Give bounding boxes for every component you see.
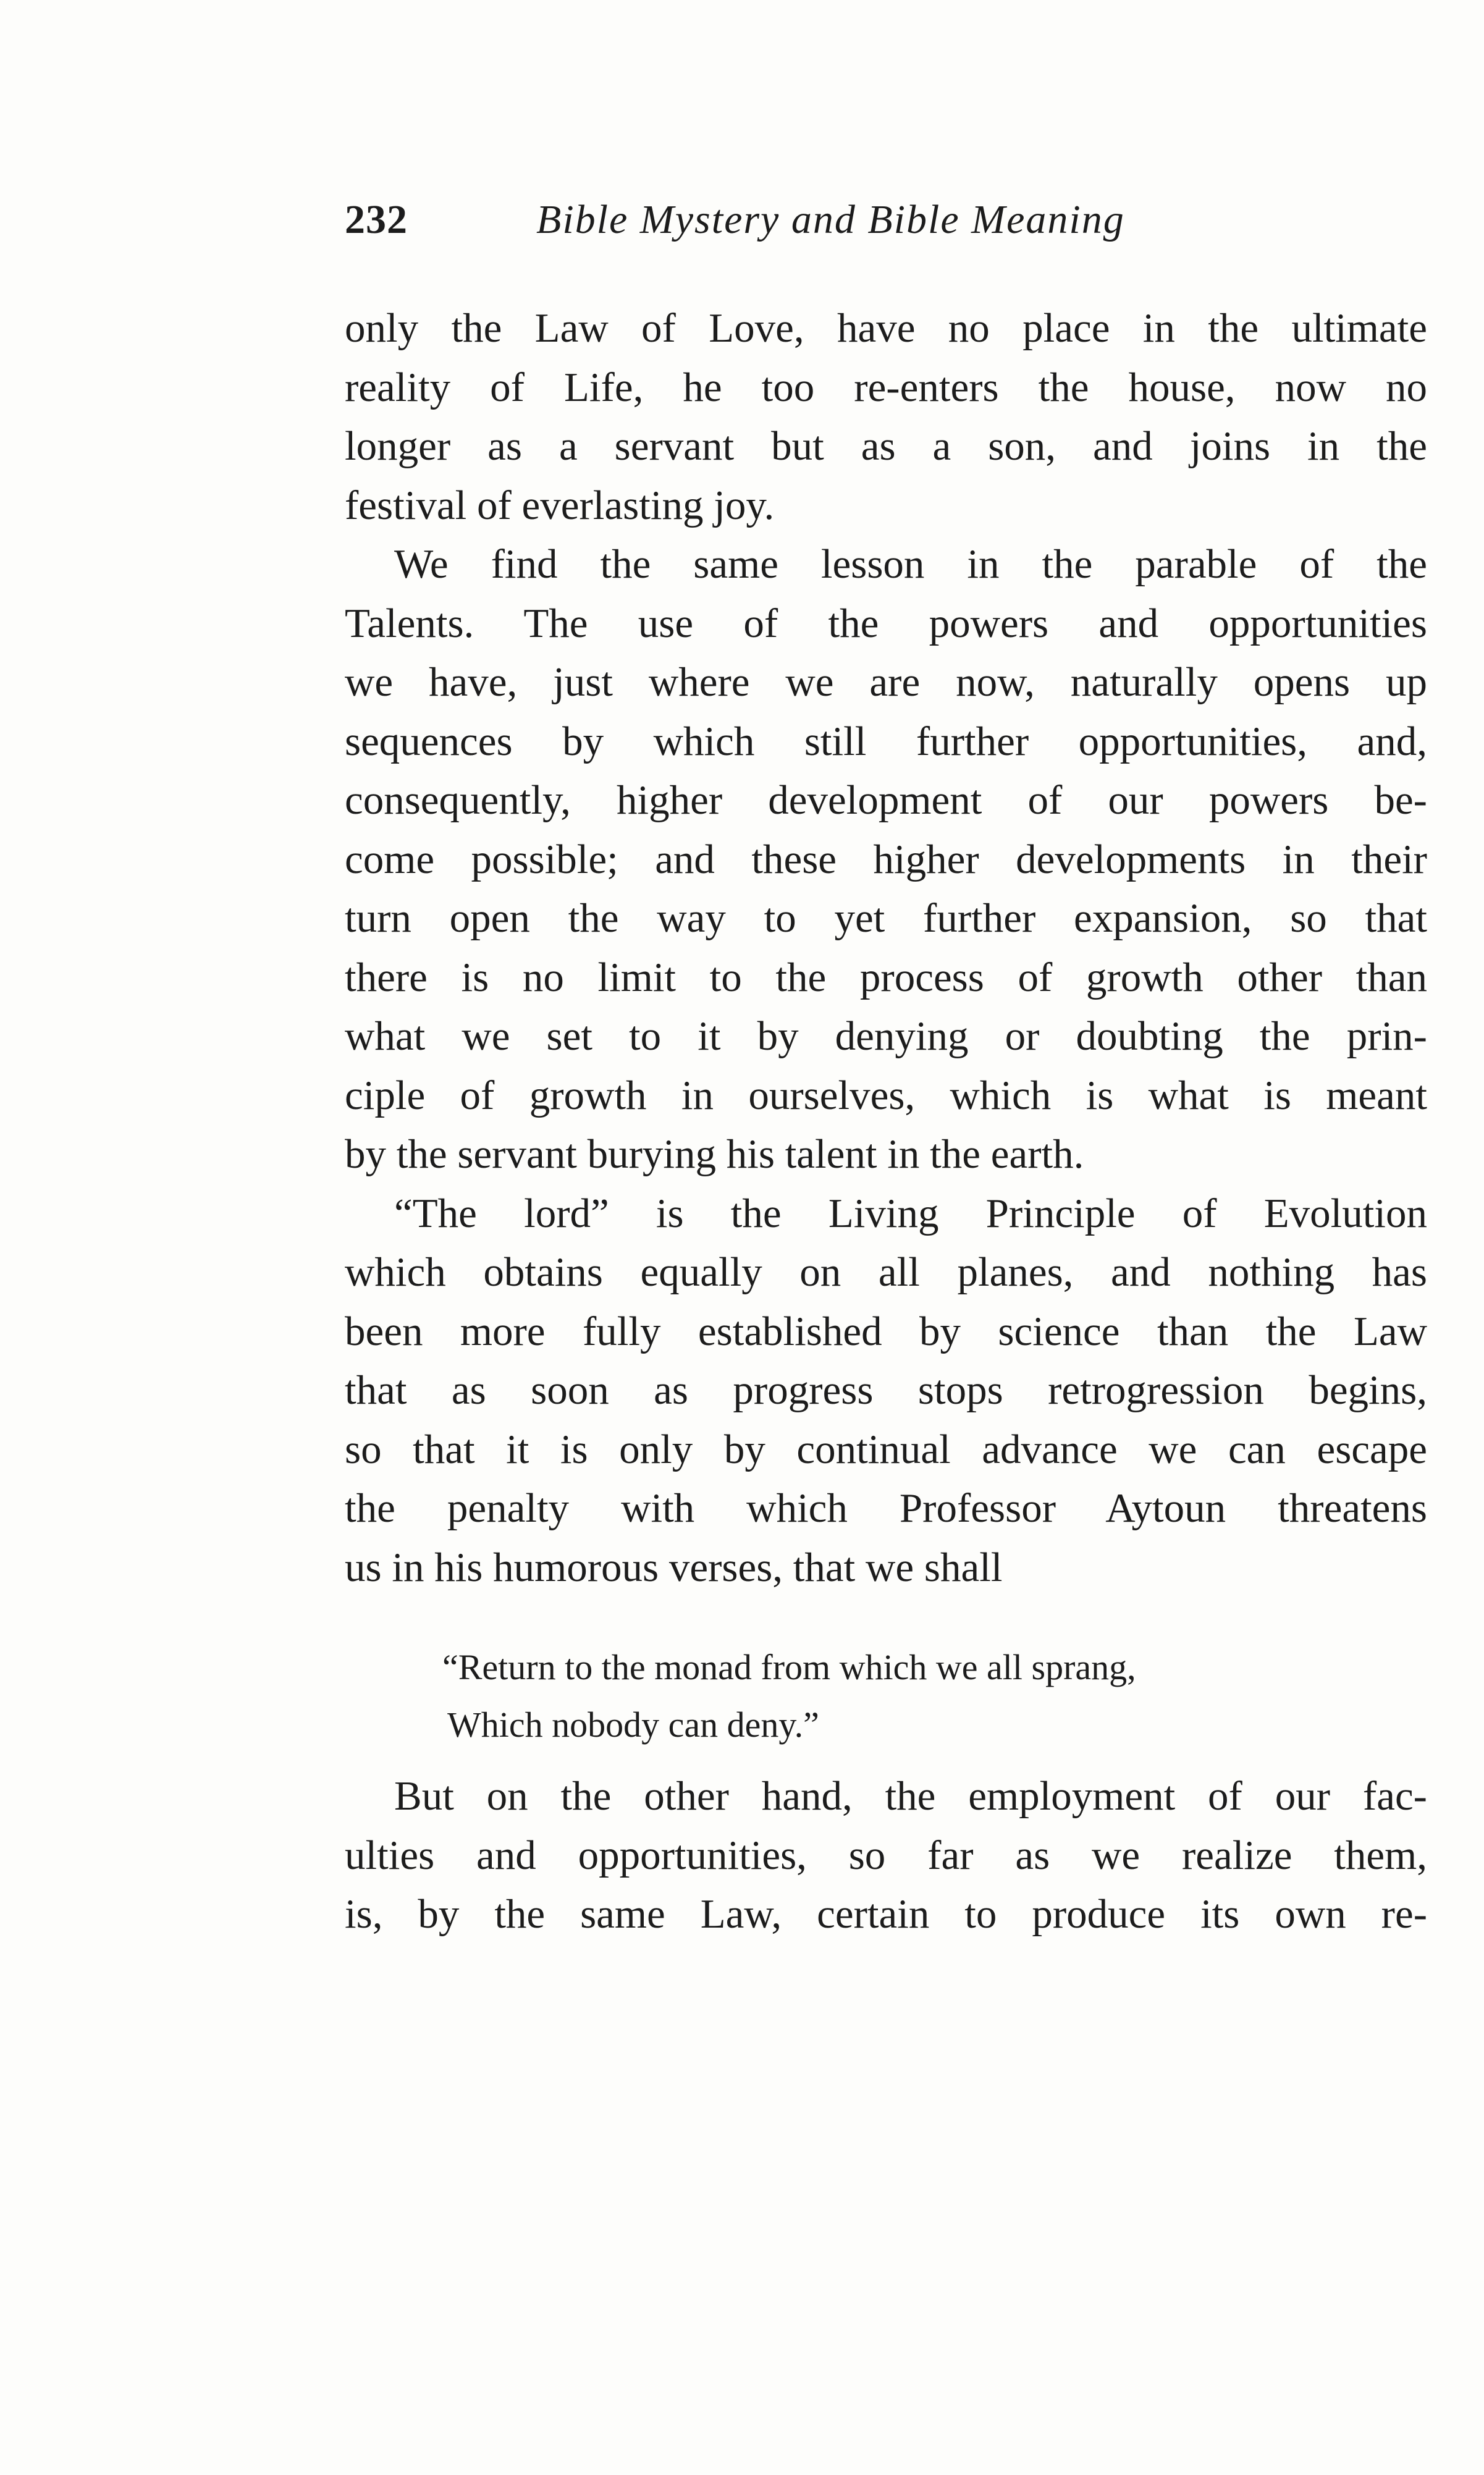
- text-line: longer as a servant but as a son, and joins in the: [345, 423, 1427, 469]
- text-line: by the servant burying his talent in the earth.: [345, 1131, 1084, 1177]
- text-line: We find the same lesson in the parable of the: [394, 541, 1427, 587]
- text-line: ciple of growth in ourselves, which is what is meant: [345, 1072, 1427, 1118]
- text-line: reality of Life, he too re-enters the house, now no: [345, 364, 1427, 410]
- text-line: consequently, higher development of our powers be-: [345, 777, 1427, 823]
- text-line: turn open the way to yet further expansion, so that: [345, 895, 1427, 941]
- text-line: festival of everlasting joy.: [345, 482, 775, 528]
- running-head: [345, 196, 1234, 258]
- text-line: ulties and opportunities, so far as we realize them,: [345, 1832, 1427, 1878]
- text-line: But on the other hand, the employment of our fac-: [394, 1773, 1427, 1819]
- verse-line: Which nobody can deny.”: [447, 1705, 819, 1745]
- verse-quotation: [442, 1638, 1406, 1753]
- text-line: that as soon as progress stops retrogression begins,: [345, 1367, 1427, 1413]
- page-number: 232: [345, 197, 408, 242]
- body-text: [345, 299, 1427, 1597]
- text-line: only the Law of Love, have no place in the ultimate: [345, 305, 1427, 351]
- text-line: there is no limit to the process of growth other than: [345, 954, 1427, 1000]
- text-line: sequences by which still further opportunities, and,: [345, 718, 1427, 764]
- text-line: “The lord” is the Living Principle of Evolution: [394, 1190, 1427, 1236]
- text-line: so that it is only by continual advance we can escape: [345, 1426, 1427, 1472]
- running-title: Bible Mystery and Bible Meaning: [536, 197, 1125, 242]
- text-line: is, by the same Law, certain to produce its own re-: [345, 1891, 1427, 1937]
- text-line: the penalty with which Professor Aytoun threatens: [345, 1485, 1427, 1531]
- text-line: which obtains equally on all planes, and nothing has: [345, 1249, 1427, 1295]
- text-line: we have, just where we are now, naturally opens up: [345, 659, 1427, 705]
- text-line: been more fully established by science than the Law: [345, 1308, 1427, 1354]
- body-text-continued: [345, 1767, 1427, 1944]
- verse-line: “Return to the monad from which we all sprang,: [442, 1647, 1136, 1687]
- text-line: us in his humorous verses, that we shall: [345, 1544, 1003, 1590]
- text-line: come possible; and these higher developments in their: [345, 836, 1427, 882]
- text-line: Talents. The use of the powers and opportunities: [345, 600, 1427, 646]
- text-line: what we set to it by denying or doubting the prin-: [345, 1013, 1427, 1059]
